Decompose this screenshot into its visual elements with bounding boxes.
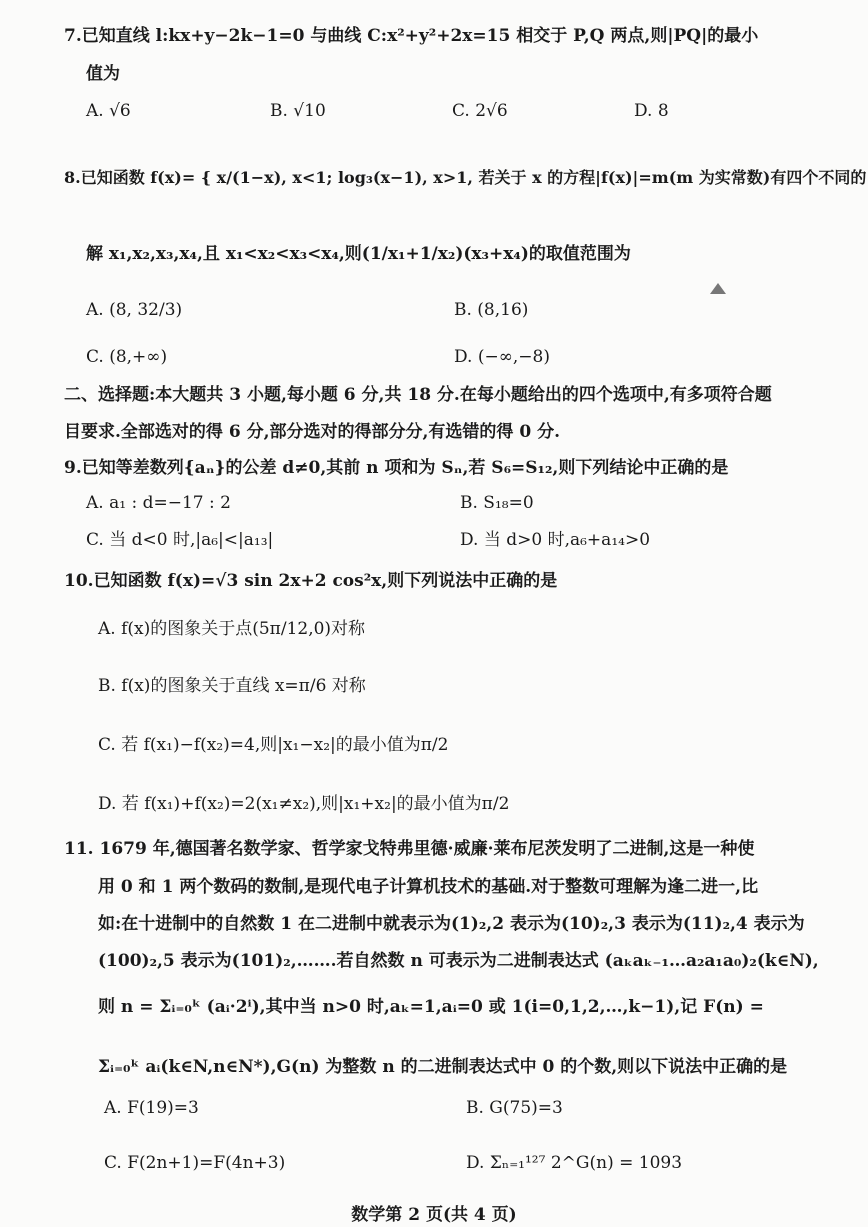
q10-stem: 10.已知函数 f(x)=√3 sin 2x+2 cos²x,则下列说法中正确的是 <box>64 571 558 591</box>
q10-option-d: D. 若 f(x₁)+f(x₂)=2(x₁≠x₂),则|x₁+x₂|的最小值为π/2 <box>98 794 510 814</box>
q11-option-b: B. G(75)=3 <box>466 1098 563 1118</box>
q8-stem-line1: 8.已知函数 f(x)= { x/(1−x), x<1; log₃(x−1), x>1, 若关于 x 的方程|f(x)|=m(m 为实常数)有四个不同的 <box>64 168 867 187</box>
q7-stem-line2: 值为 <box>86 64 120 84</box>
q7-stem-line1: 7.已知直线 l:kx+y−2k−1=0 与曲线 C:x²+y²+2x=15 相交于 P,Q 两点,则|PQ|的最小 <box>64 26 759 46</box>
q9-option-a: A. a₁ : d=−17 : 2 <box>86 493 231 513</box>
q11-line2: 用 0 和 1 两个数码的数制,是现代电子计算机技术的基础.对于整数可理解为逢二进一,比 <box>98 877 759 897</box>
q8-stem-line2: 解 x₁,x₂,x₃,x₄,且 x₁<x₂<x₃<x₄,则(1/x₁+1/x₂)(x₃+x₄)的取值范围为 <box>86 244 631 264</box>
triangle-mark-icon <box>710 283 726 294</box>
q7-option-a: A. √6 <box>86 101 131 121</box>
page-footer: 数学第 2 页(共 4 页) <box>351 1205 517 1225</box>
q9-option-c: C. 当 d<0 时,|a₆|<|a₁₃| <box>86 530 274 550</box>
q11-line4: (100)₂,5 表示为(101)₂,…….若自然数 n 可表示为二进制表达式 (aₖaₖ₋₁…a₂a₁a₀)₂(k∈N), <box>98 951 819 971</box>
q8-option-d: D. (−∞,−8) <box>454 347 550 367</box>
section-2-line1: 二、选择题:本大题共 3 小题,每小题 6 分,共 18 分.在每小题给出的四个选项中,有多项符合题 <box>64 385 772 405</box>
q11-line5: 则 n = Σᵢ₌₀ᵏ (aᵢ·2ⁱ),其中当 n>0 时,aₖ=1,aᵢ=0 或 1(i=0,1,2,…,k−1),记 F(n) = <box>98 997 764 1017</box>
q7-option-b: B. √10 <box>270 101 326 121</box>
q10-option-c: C. 若 f(x₁)−f(x₂)=4,则|x₁−x₂|的最小值为π/2 <box>98 735 449 755</box>
q7-option-c: C. 2√6 <box>452 101 508 121</box>
q11-line6: Σᵢ₌₀ᵏ aᵢ(k∈N,n∈N*),G(n) 为整数 n 的二进制表达式中 0 的个数,则以下说法中正确的是 <box>98 1057 788 1077</box>
q10-option-a: A. f(x)的图象关于点(5π/12,0)对称 <box>98 619 366 639</box>
q11-option-d: D. Σₙ₌₁¹²⁷ 2^G(n) = 1093 <box>466 1153 683 1173</box>
q9-option-b: B. S₁₈=0 <box>460 493 534 513</box>
q11-option-a: A. F(19)=3 <box>104 1098 199 1118</box>
q8-option-b: B. (8,16) <box>454 300 529 320</box>
q11-line3: 如:在十进制中的自然数 1 在二进制中就表示为(1)₂,2 表示为(10)₂,3 表示为(11)₂,4 表示为 <box>98 914 805 934</box>
q11-line1: 11. 1679 年,德国著名数学家、哲学家戈特弗里德·威廉·莱布尼茨发明了二进制,这是一种使 <box>64 839 755 859</box>
q8-option-c: C. (8,+∞) <box>86 347 168 367</box>
q11-option-c: C. F(2n+1)=F(4n+3) <box>104 1153 286 1173</box>
q10-option-b: B. f(x)的图象关于直线 x=π/6 对称 <box>98 676 366 696</box>
q9-option-d: D. 当 d>0 时,a₆+a₁₄>0 <box>460 530 651 550</box>
section-2-line2: 目要求.全部选对的得 6 分,部分选对的得部分分,有选错的得 0 分. <box>64 422 561 442</box>
q8-option-a: A. (8, 32/3) <box>86 300 183 320</box>
q7-option-d: D. 8 <box>634 101 669 121</box>
q9-stem: 9.已知等差数列{aₙ}的公差 d≠0,其前 n 项和为 Sₙ,若 S₆=S₁₂,则下列结论中正确的是 <box>64 458 729 478</box>
